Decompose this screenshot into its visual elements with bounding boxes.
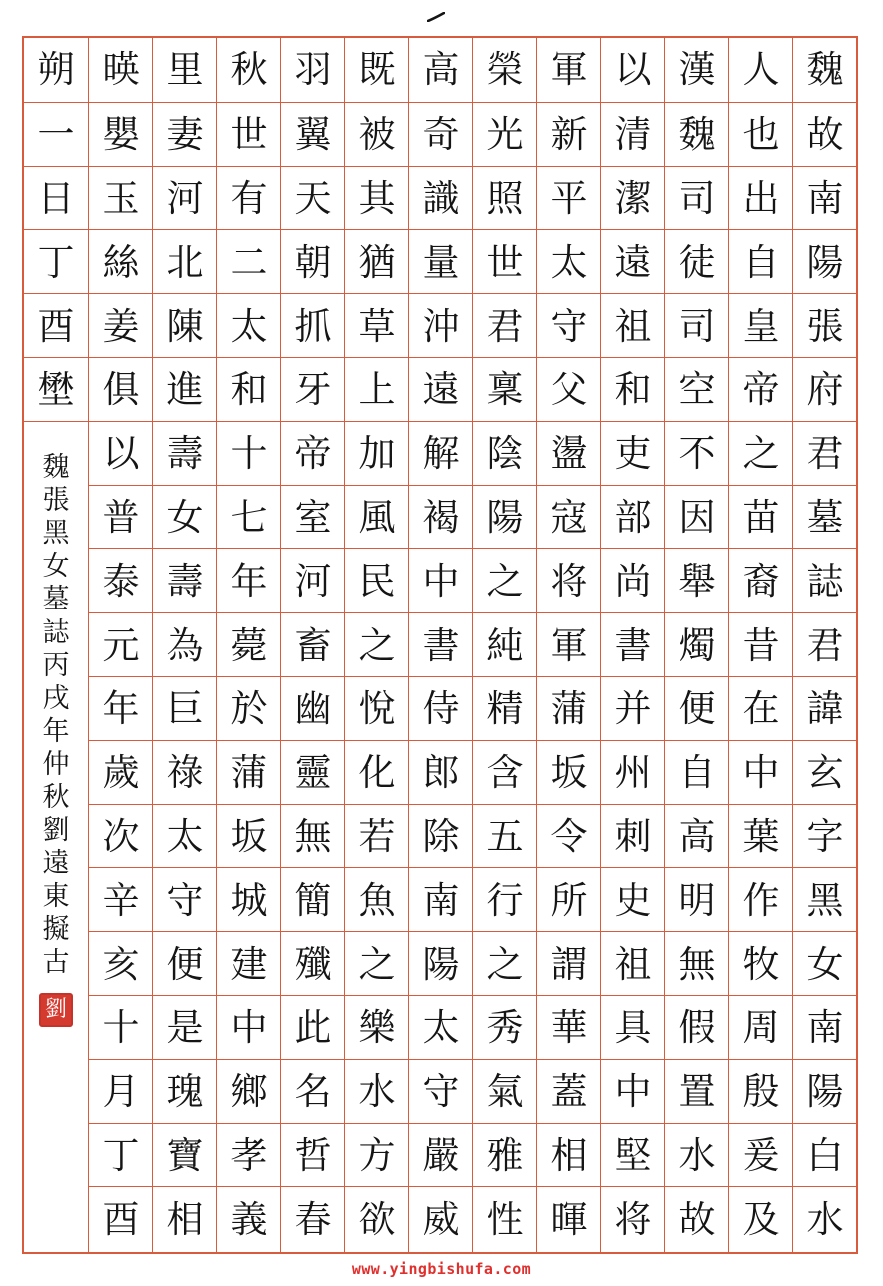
character-cell: 便 (665, 676, 729, 741)
character-cell: 潔 (601, 166, 665, 231)
character-cell: 五 (473, 804, 537, 869)
character-cell: 并 (601, 676, 665, 741)
character-cell: 中 (729, 740, 793, 805)
character-cell: 陽 (793, 229, 857, 294)
character-cell: 坂 (537, 740, 601, 805)
character-cell: 将 (601, 1186, 665, 1251)
character-cell: 之 (473, 931, 537, 996)
character-cell: 高 (422, 48, 460, 92)
character-cell: 於 (217, 676, 281, 741)
signature-character: 丙 (42, 649, 70, 681)
character-cell: 盪 (537, 421, 601, 486)
character-cell: 草 (345, 293, 409, 358)
character-cell: 南 (793, 995, 857, 1060)
character-cell: 羽 (294, 48, 332, 92)
signature-inscription (24, 451, 88, 979)
character-cell: 幽 (281, 676, 345, 741)
character-cell: 郎 (409, 740, 473, 805)
signature-character: 墓 (42, 583, 70, 615)
character-cell: 亥 (89, 931, 153, 996)
character-cell: 春 (281, 1186, 345, 1251)
character-cell: 精 (473, 676, 537, 741)
character-cell: 苗 (729, 485, 793, 550)
character-cell: 不 (665, 421, 729, 486)
character-cell: 無 (665, 931, 729, 996)
character-cell: 量 (409, 229, 473, 294)
character-cell: 墓 (793, 485, 857, 550)
character-cell: 以 (89, 421, 153, 486)
character-cell: 陳 (153, 293, 217, 358)
character-cell: 謂 (537, 931, 601, 996)
character-cell: 坂 (217, 804, 281, 869)
signature-character: 女 (42, 550, 70, 582)
character-cell: 昔 (729, 612, 793, 677)
character-cell: 葉 (729, 804, 793, 869)
character-cell: 七 (217, 485, 281, 550)
brush-tick-mark (427, 12, 445, 22)
character-cell: 假 (665, 995, 729, 1060)
character-cell: 月 (89, 1059, 153, 1124)
character-cell: 河 (153, 166, 217, 231)
character-cell: 純 (473, 612, 537, 677)
text-column-5 (536, 38, 601, 1252)
character-cell: 方 (345, 1123, 409, 1188)
character-cell: 相 (153, 1186, 217, 1251)
character-cell: 和 (601, 357, 665, 422)
character-cell: 室 (281, 485, 345, 550)
character-cell: 秋 (230, 48, 268, 92)
character-cell: 城 (217, 867, 281, 932)
signature-character: 張 (42, 484, 70, 516)
character-cell: 之 (345, 931, 409, 996)
character-cell: 照 (473, 166, 537, 231)
character-cell: 蒲 (217, 740, 281, 805)
character-cell: 里 (166, 48, 204, 92)
character-cell: 爰 (729, 1123, 793, 1188)
character-cell: 也 (729, 102, 793, 167)
character-cell: 簡 (281, 867, 345, 932)
character-cell: 有 (217, 166, 281, 231)
character-cell: 日 (24, 166, 88, 231)
character-cell: 出 (729, 166, 793, 231)
character-cell: 朔 (37, 48, 75, 92)
character-cell: 秀 (473, 995, 537, 1060)
character-cell: 其 (345, 166, 409, 231)
character-cell: 故 (665, 1186, 729, 1251)
character-cell: 嚴 (409, 1123, 473, 1188)
character-cell: 尚 (601, 548, 665, 613)
character-cell: 寶 (153, 1123, 217, 1188)
character-cell: 誌 (793, 548, 857, 613)
character-cell: 置 (665, 1059, 729, 1124)
character-cell: 舉 (665, 548, 729, 613)
character-cell: 牧 (729, 931, 793, 996)
character-cell: 堅 (601, 1123, 665, 1188)
character-cell: 以 (614, 48, 652, 92)
character-cell: 暉 (537, 1186, 601, 1251)
character-cell: 軍 (537, 612, 601, 677)
character-cell: 魏 (665, 102, 729, 167)
character-cell: 陽 (473, 485, 537, 550)
character-cell: 丁 (89, 1123, 153, 1188)
character-cell: 褐 (409, 485, 473, 550)
character-cell: 軍 (550, 48, 588, 92)
character-cell: 帝 (281, 421, 345, 486)
character-cell: 朝 (281, 229, 345, 294)
character-cell: 祖 (601, 293, 665, 358)
character-cell: 故 (793, 102, 857, 167)
character-cell: 欲 (345, 1186, 409, 1251)
character-cell: 自 (665, 740, 729, 805)
character-cell: 陰 (473, 421, 537, 486)
character-cell: 便 (153, 931, 217, 996)
character-cell: 自 (729, 229, 793, 294)
character-cell: 清 (601, 102, 665, 167)
character-cell: 吏 (601, 421, 665, 486)
character-cell: 皇 (729, 293, 793, 358)
character-cell: 抓 (281, 293, 345, 358)
character-cell: 府 (793, 357, 857, 422)
character-cell: 絲 (89, 229, 153, 294)
character-cell: 令 (537, 804, 601, 869)
character-cell: 平 (537, 166, 601, 231)
character-cell: 此 (281, 995, 345, 1060)
character-cell: 守 (537, 293, 601, 358)
character-cell: 華 (537, 995, 601, 1060)
character-cell: 書 (409, 612, 473, 677)
character-cell: 十 (217, 421, 281, 486)
signature-character: 黑 (42, 517, 70, 549)
text-column-8 (344, 38, 409, 1252)
character-cell: 威 (409, 1186, 473, 1251)
character-cell: 水 (665, 1123, 729, 1188)
character-cell: 十 (89, 995, 153, 1060)
character-cell: 州 (601, 740, 665, 805)
character-cell: 名 (281, 1059, 345, 1124)
character-cell: 周 (729, 995, 793, 1060)
character-cell: 父 (537, 357, 601, 422)
character-cell: 畜 (281, 612, 345, 677)
character-cell: 白 (793, 1123, 857, 1188)
red-seal-stamp: 劉 (39, 993, 73, 1027)
character-cell: 司 (665, 166, 729, 231)
character-cell: 玄 (793, 740, 857, 805)
character-cell: 祖 (601, 931, 665, 996)
text-column-2 (728, 38, 793, 1252)
character-cell: 年 (217, 548, 281, 613)
character-cell: 丁 (24, 229, 88, 294)
character-cell: 猶 (345, 229, 409, 294)
character-cell: 史 (601, 867, 665, 932)
character-cell: 行 (473, 867, 537, 932)
character-cell: 孝 (217, 1123, 281, 1188)
character-cell: 暎 (102, 48, 140, 92)
character-cell: 女 (153, 485, 217, 550)
text-column-7 (408, 38, 473, 1252)
character-cell: 太 (153, 804, 217, 869)
character-cell: 姜 (89, 293, 153, 358)
character-cell: 張 (793, 293, 857, 358)
character-cell: 普 (89, 485, 153, 550)
signature-character: 遠 (42, 847, 70, 879)
character-cell: 君 (473, 293, 537, 358)
character-cell: 泰 (89, 548, 153, 613)
character-cell: 被 (345, 102, 409, 167)
character-cell: 相 (537, 1123, 601, 1188)
character-cell: 遠 (601, 229, 665, 294)
signature-character: 誌 (42, 616, 70, 648)
character-cell: 巨 (153, 676, 217, 741)
signature-character: 秋 (42, 781, 70, 813)
character-cell: 中 (409, 548, 473, 613)
character-cell: 樂 (345, 995, 409, 1060)
character-cell: 是 (153, 995, 217, 1060)
character-cell: 含 (473, 740, 537, 805)
character-cell: 光 (473, 102, 537, 167)
character-cell: 字 (793, 804, 857, 869)
character-cell: 君 (793, 421, 857, 486)
character-cell: 和 (217, 357, 281, 422)
character-cell: 南 (409, 867, 473, 932)
character-cell: 祿 (153, 740, 217, 805)
character-cell: 殲 (281, 931, 345, 996)
character-cell: 水 (345, 1059, 409, 1124)
character-cell: 君 (793, 612, 857, 677)
character-cell: 建 (217, 931, 281, 996)
calligraphy-grid-sheet (22, 36, 858, 1254)
character-cell: 嬰 (89, 102, 153, 167)
character-cell: 加 (345, 421, 409, 486)
text-column-4 (600, 38, 665, 1252)
website-footer[interactable]: www.yingbishufa.com (351, 1260, 532, 1278)
text-column-11 (152, 38, 217, 1252)
signature-character: 劉 (42, 814, 70, 846)
character-cell: 性 (473, 1186, 537, 1251)
character-cell: 司 (665, 293, 729, 358)
character-cell: 守 (153, 867, 217, 932)
character-cell: 河 (281, 548, 345, 613)
character-cell: 魏 (806, 48, 844, 92)
signature-character: 戌 (42, 682, 70, 714)
text-column-13 (24, 38, 88, 1252)
character-cell: 書 (601, 612, 665, 677)
character-cell: 及 (729, 1186, 793, 1251)
signature-character: 年 (42, 715, 70, 747)
character-cell: 北 (153, 229, 217, 294)
character-cell: 寇 (537, 485, 601, 550)
character-cell: 南 (793, 166, 857, 231)
character-cell: 之 (345, 612, 409, 677)
character-cell: 識 (409, 166, 473, 231)
character-cell: 蒲 (537, 676, 601, 741)
character-cell: 新 (537, 102, 601, 167)
character-cell: 具 (601, 995, 665, 1060)
character-cell: 義 (217, 1186, 281, 1251)
character-cell: 解 (409, 421, 473, 486)
character-cell: 除 (409, 804, 473, 869)
character-cell: 既 (358, 48, 396, 92)
character-cell: 陽 (409, 931, 473, 996)
character-cell: 在 (729, 676, 793, 741)
character-cell: 天 (281, 166, 345, 231)
character-cell: 靈 (281, 740, 345, 805)
character-cell: 殷 (729, 1059, 793, 1124)
character-cell: 哲 (281, 1123, 345, 1188)
character-cell: 空 (665, 357, 729, 422)
character-cell: 燭 (665, 612, 729, 677)
character-cell: 為 (153, 612, 217, 677)
character-cell: 元 (89, 612, 153, 677)
character-cell: 翼 (281, 102, 345, 167)
character-cell: 之 (473, 548, 537, 613)
signature-divider (24, 421, 88, 422)
text-column-12 (88, 38, 153, 1252)
character-cell: 氣 (473, 1059, 537, 1124)
character-cell: 化 (345, 740, 409, 805)
character-cell: 稟 (473, 357, 537, 422)
character-cell: 諱 (793, 676, 857, 741)
character-cell: 二 (217, 229, 281, 294)
character-cell: 壽 (153, 421, 217, 486)
character-cell: 徒 (665, 229, 729, 294)
character-cell: 進 (153, 357, 217, 422)
text-column-3 (664, 38, 729, 1252)
text-column-1 (792, 38, 857, 1252)
character-cell: 風 (345, 485, 409, 550)
signature-character: 仲 (42, 748, 70, 780)
character-cell: 所 (537, 867, 601, 932)
character-cell: 水 (793, 1186, 857, 1251)
character-cell: 酉 (89, 1186, 153, 1251)
signature-character: 古 (42, 946, 70, 978)
character-cell: 守 (409, 1059, 473, 1124)
character-cell: 世 (473, 229, 537, 294)
character-cell: 無 (281, 804, 345, 869)
character-cell: 瑰 (153, 1059, 217, 1124)
character-cell: 将 (537, 548, 601, 613)
character-cell: 酉 (24, 293, 88, 358)
character-cell: 之 (729, 421, 793, 486)
character-cell: 帝 (729, 357, 793, 422)
character-cell: 壽 (153, 548, 217, 613)
character-cell: 上 (345, 357, 409, 422)
character-cell: 俱 (89, 357, 153, 422)
character-cell: 次 (89, 804, 153, 869)
character-cell: 魚 (345, 867, 409, 932)
character-cell: 雅 (473, 1123, 537, 1188)
character-cell: 年 (89, 676, 153, 741)
character-cell: 侍 (409, 676, 473, 741)
text-column-10 (216, 38, 281, 1252)
character-cell: 作 (729, 867, 793, 932)
character-cell: 沖 (409, 293, 473, 358)
character-cell: 女 (793, 931, 857, 996)
character-cell: 薨 (217, 612, 281, 677)
character-cell: 遠 (409, 357, 473, 422)
character-cell: 玉 (89, 166, 153, 231)
character-cell: 太 (409, 995, 473, 1060)
signature-character: 東 (42, 880, 70, 912)
character-cell: 太 (537, 229, 601, 294)
character-cell: 漢 (678, 48, 716, 92)
character-cell: 世 (217, 102, 281, 167)
character-cell: 民 (345, 548, 409, 613)
character-cell: 明 (665, 867, 729, 932)
character-cell: 人 (742, 48, 780, 92)
character-cell: 歲 (89, 740, 153, 805)
character-cell: 高 (665, 804, 729, 869)
character-cell: 刺 (601, 804, 665, 869)
character-cell: 黑 (793, 867, 857, 932)
character-cell: 一 (24, 102, 88, 167)
character-cell: 太 (217, 293, 281, 358)
text-column-6 (472, 38, 537, 1252)
character-cell: 因 (665, 485, 729, 550)
character-cell: 中 (217, 995, 281, 1060)
character-cell: 裔 (729, 548, 793, 613)
character-cell: 奇 (409, 102, 473, 167)
signature-character: 魏 (42, 451, 70, 483)
character-cell: 榮 (486, 48, 524, 92)
character-cell: 牙 (281, 357, 345, 422)
character-cell: 壄 (24, 357, 88, 422)
signature-character: 擬 (42, 913, 70, 945)
character-cell: 若 (345, 804, 409, 869)
character-cell: 陽 (793, 1059, 857, 1124)
character-cell: 部 (601, 485, 665, 550)
character-cell: 辛 (89, 867, 153, 932)
character-cell: 妻 (153, 102, 217, 167)
character-cell: 悅 (345, 676, 409, 741)
text-column-9 (280, 38, 345, 1252)
character-cell: 蓋 (537, 1059, 601, 1124)
character-cell: 鄉 (217, 1059, 281, 1124)
character-cell: 中 (601, 1059, 665, 1124)
